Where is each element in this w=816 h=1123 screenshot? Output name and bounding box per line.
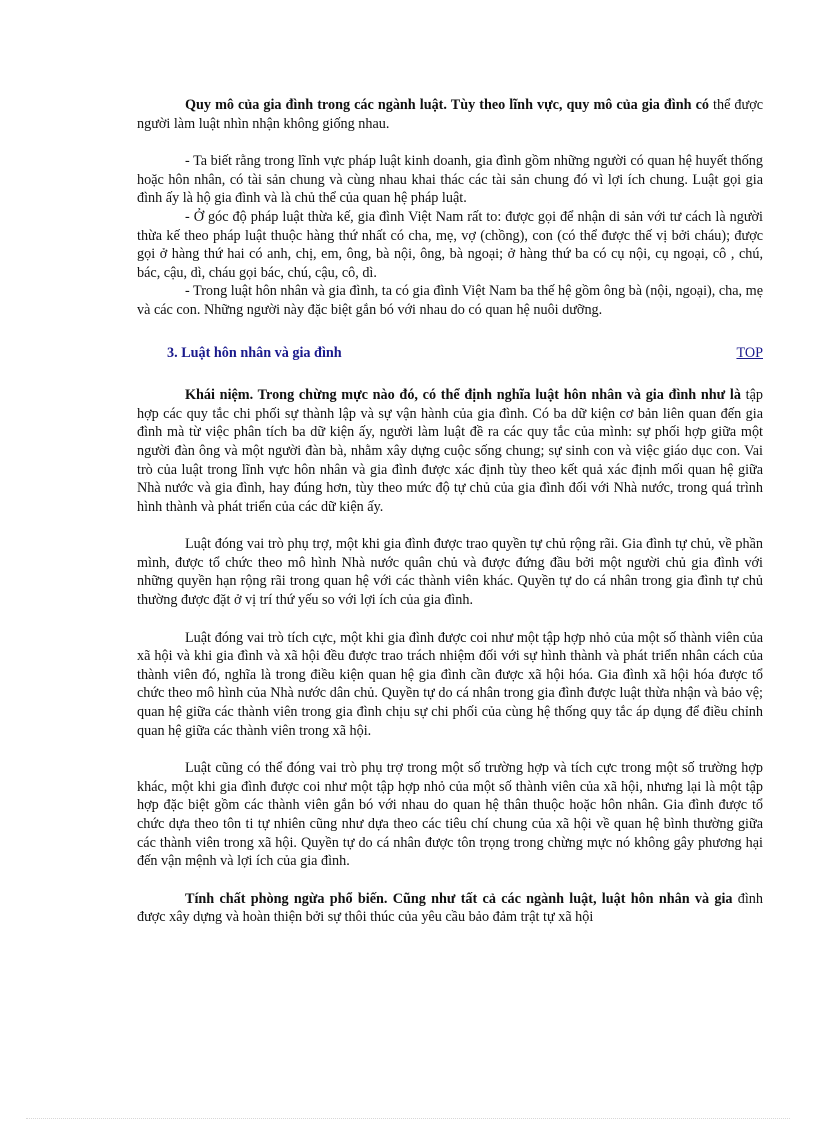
list-item-family-law: - Trong luật hôn nhân và gia đình, ta có gia đình Việt Nam ba thế hệ gồm ông bà (nội, ngoại), cha, mẹ và các con. Những người này đặc biệt gắn bó với nhau do có quan hệ nuôi dưỡng. <box>137 283 763 318</box>
paragraph-mixed-role: Luật cũng có thể đóng vai trò phụ trợ trong một số trường hợp và tích cực trong một số trường hợp khác, một khi gia đình được coi như một tập hợp nhỏ của một số thành viên của xã hội, nhưng lại là một tập hợp đặc biệt gồm các thành viên gắn bó với nhau do quan hệ thân thuộc hoặc hôn nhân. Gia đình được tổ chức dựa theo tôn ti tự nhiên cũng như dựa theo các tiêu chí chung của xã hội về quan hệ bình thường giữa các thành viên trong xã hội. Quyền tự do cá nhân được tôn trọng trong chừng mực nó không gây phương hại đến vận mệnh và lợi ích của gia đình. <box>137 760 763 870</box>
paragraph-prevention <box>137 890 763 927</box>
paragraph-scope-lead: Quy mô của gia đình trong các ngành luật. Tùy theo lĩnh vực, quy mô của gia đình có <box>185 97 709 113</box>
paragraph-supporting-role: Luật đóng vai trò phụ trợ, một khi gia đình được trao quyền tự chủ rộng rãi. Gia đình tự chủ, về phần mình, được tổ chức theo mô hình Nhà nước quân chủ và được đứng đầu bởi một người chủ gia đình với những quyền hạn rộng rãi trong quan hệ với các thành viên khác. Quyền tự do cá nhân trong gia đình tự chủ thường được đặt ở vị trí thứ yếu so với lợi ích của gia đình. <box>137 536 763 609</box>
list-item-inheritance-law: - Ở góc độ pháp luật thừa kế, gia đình Việt Nam rất to: được gọi để nhận di sản với tư cách là người thừa kế theo pháp luật thuộc hàng thứ nhất có cha, mẹ, vợ (chồng), con (có thể được thế vị bởi cháu); được gọi ở hàng thứ hai có anh, chị, em, ông, bà nội, ông, bà ngoại; ở hàng thứ ba có cụ nội, cụ ngoại, cô , chú, bác, cậu, dì, cháu gọi bác, chú, cậu, cô, dì. <box>137 208 763 281</box>
paragraph-concept-text: tập hợp các quy tắc chi phối sự thành lập và sự vận hành của gia đình. Có ba dữ kiện cơ bản liên quan đến gia đình mà từ việc phân tích ba dữ kiện ấy, người làm luật đề ra các quy tắc của mình: sự phối hợp giữa một người đàn ông và một người đàn bà, nhằm xây dựng cuộc sống chung; sự sinh con và việc giáo dục con. Vai trò của luật trong lĩnh vực hôn nhân và gia đình được xác định tùy theo kết quả xác định mối quan hệ giữa Nhà nước và gia đình, hay đúng hơn, tùy theo mức độ tự chủ của gia đình đối với Nhà nước, trong quá trình hình thành và phát triển của các dữ kiện ấy. <box>137 387 763 515</box>
paragraph-scope-text: thể được người làm luật nhìn nhận không giống nhau. <box>137 97 764 132</box>
document-body <box>137 96 763 927</box>
top-link[interactable]: TOP <box>736 344 763 361</box>
list-item-business-law: - Ta biết rằng trong lĩnh vực pháp luật kinh doanh, gia đình gồm những người có quan hệ huyết thống hoặc hôn nhân, có tài sản chung và cùng nhau khai thác các tài sản chung đó vì lợi ích chung. Luật gọi gia đình ấy là hộ gia đình và là chủ thể của quan hệ pháp luật. <box>137 153 763 207</box>
section-heading <box>137 344 763 363</box>
paragraph-prevention-lead: Tính chất phòng ngừa phổ biến. Cũng như tất cả các ngành luật, luật hôn nhân và gia <box>185 890 733 907</box>
paragraph-active-role: Luật đóng vai trò tích cực, một khi gia đình được coi như một tập hợp nhỏ của một số thành viên của xã hội và khi gia đình và xã hội đều được trao trách nhiệm đối với sự hình thành và phát triển nhân cách của thành viên đó, nghĩa là trong điều kiện quan hệ gia đình cần được xã hội hóa. Gia đình xã hội hóa được tổ chức theo mô hình của Nhà nước dân chủ. Quyền tự do cá nhân trong gia đình được luật thừa nhận và bảo vệ; quan hệ giữa các thành viên trong gia đình chịu sự chi phối của cùng hệ thống quy tắc áp dụng để điều chỉnh quan hệ giữa các thành viên trong xã hội. <box>137 629 763 739</box>
section-title: 3. Luật hôn nhân và gia đình <box>167 344 342 361</box>
paragraph-concept <box>137 386 763 516</box>
page-bottom-divider <box>26 1118 790 1119</box>
paragraph-prevention-text: đình được xây dựng và hoàn thiện bởi sự thôi thúc của yêu cầu bảo đảm trật tự xã hội <box>137 890 763 926</box>
paragraph-concept-lead: Khái niệm. Trong chừng mực nào đó, có thể định nghĩa luật hôn nhân và gia đình như là <box>185 387 741 404</box>
paragraph-scope <box>137 96 763 133</box>
